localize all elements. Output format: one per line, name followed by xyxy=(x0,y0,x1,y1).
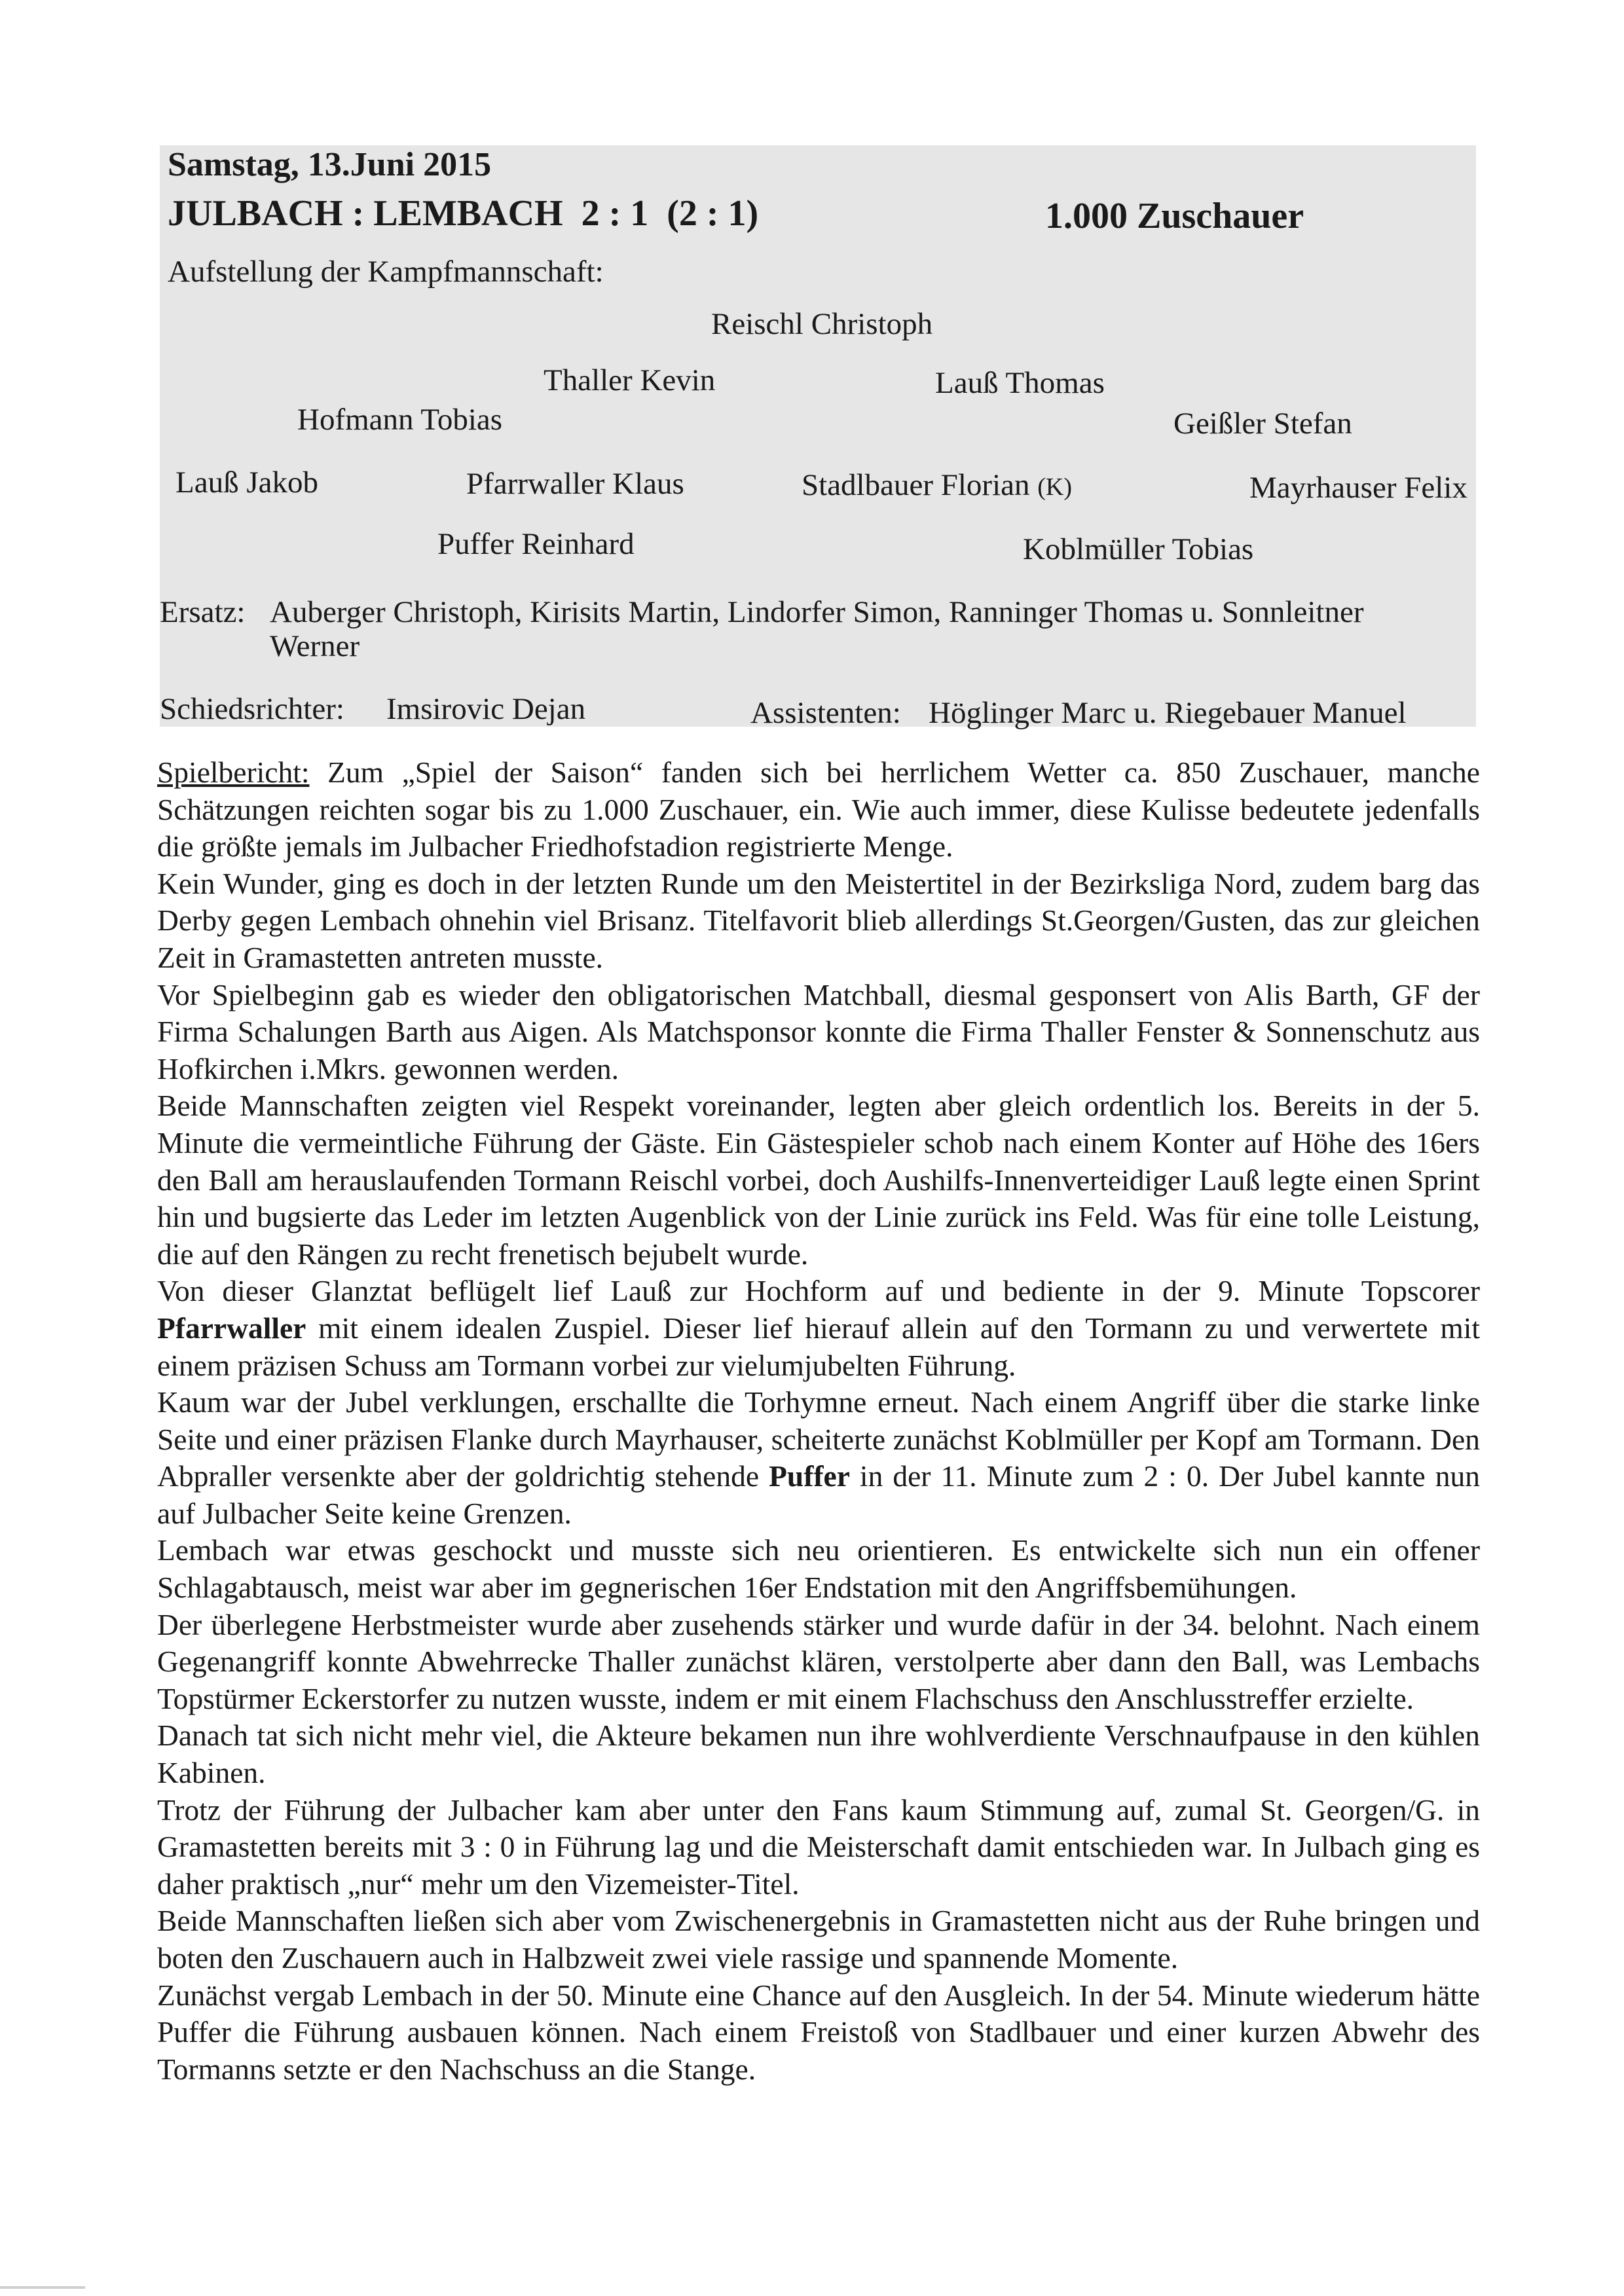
report-paragraph-4: Beide Mannschaften zeigten viel Respekt voreinander, legten aber gleich ordentlich los. Bereits in der 5. Minute die vermeintliche Führung der Gäste. Ein Gästespieler schob nach einem Konter auf Höhe des 16ers den Ball am herauslaufenden Tormann Reischl vorbei, doch Aushilfs-Innenverteidiger Lauß legte einen Sprint hin und bugsierte das Leder im letzten Augenblick von der Linie zurück ins Feld. Was für eine tolle Leistung, die auf den Rängen zu recht frenetisch bejubelt wurde. xyxy=(157,1089,1480,1271)
report-paragraph-12: Zunächst vergab Lembach in der 50. Minute eine Chance auf den Ausgleich. In der 54. Minute wiederum hätte Puffer die Führung ausbauen können. Nach einem Freistoß von Stadlbauer und einer kurzen Abwehr des Tormanns setzte er den Nachschuss an die Stange. xyxy=(157,1978,1480,2086)
report-paragraph-8: Der überlegene Herbstmeister wurde aber zusehends stärker und wurde dafür in der 34. belohnt. Nach einem Gegenangriff konnte Abwehrrecke Thaller zunächst klären, verstolperte aber dann den Ball, was Lembachs Topstürmer Eckerstorfer zu nutzen wusste, indem er mit einem Flachschuss den Anschlusstreffer erzielte. xyxy=(157,1607,1480,1715)
report-paragraph-11: Beide Mannschaften ließen sich aber vom Zwischenergebnis in Gramastetten nicht aus der Ruhe bringen und boten den Zuschauern auch in Halbzweit zwei viele rassige und spannende Momente. xyxy=(157,1904,1480,1975)
player-fwd-right: Koblmüller Tobias xyxy=(1023,532,1254,566)
report-paragraph-6 xyxy=(157,1384,1480,1532)
player-def-center-right: Lauß Thomas xyxy=(935,366,1105,400)
match-report xyxy=(157,754,1480,2088)
captain-mark: (K) xyxy=(1037,473,1073,501)
spectator-count: 1.000 Zuschauer xyxy=(1045,196,1304,236)
match-date: Samstag, 13.Juni 2015 xyxy=(168,146,492,183)
subs-label: Ersatz: xyxy=(160,595,246,629)
subs-line-2: Werner xyxy=(270,629,360,663)
report-text-6a: Kaum war der Jubel verklungen, erschallte die Torhymne erneut. Nach einem Angriff über die starke linke Seite und einer präzisen Flanke durch Mayrhauser, scheiterte zunächst Koblmüller per Kopf am Tormann. Den Abpraller versenkte aber der goldrichtig stehende xyxy=(157,1385,1480,1493)
report-paragraph-1 xyxy=(157,754,1480,866)
report-heading: Spielbericht: xyxy=(157,756,310,789)
report-text-6c: in der 11. Minute zum 2 : 0. Der Jubel kannte nun auf Julbacher Seite keine Grenzen. xyxy=(157,1459,1480,1530)
player-def-right: Geißler Stefan xyxy=(1173,407,1352,441)
lineup-label: Aufstellung der Kampfmannschaft: xyxy=(168,255,604,289)
player-mid-3-name: Stadlbauer Florian xyxy=(802,468,1030,502)
report-paragraph-2: Kein Wunder, ging es doch in der letzten Runde um den Meistertitel in der Bezirksliga Nord, zudem barg das Derby gegen Lembach ohnehin viel Brisanz. Titelfavorit blieb allerdings St.Georgen/Gusten, das zur gleichen Zeit in Gramastetten antreten musste. xyxy=(157,866,1480,974)
report-paragraph-9: Danach tat sich nicht mehr viel, die Akteure bekamen nun ihre wohlverdiente Verschnaufpause in den kühlen Kabinen. xyxy=(157,1719,1480,1790)
player-mid-1: Lauß Jakob xyxy=(175,465,318,500)
assistants-label: Assistenten: xyxy=(750,696,901,730)
player-goalkeeper: Reischl Christoph xyxy=(711,307,933,341)
report-paragraph-10: Trotz der Führung der Julbacher kam aber unter den Fans kaum Stimmung auf, zumal St. Georgen/G. in Gramastetten bereits mit 3 : 0 in Führung lag und die Meisterschaft damit entschieden war. In Julbach ging es daher praktisch „nur“ mehr um den Vizemeister-Titel. xyxy=(157,1793,1480,1901)
report-paragraph-7: Lembach war etwas geschockt und musste sich neu orientieren. Es entwickelte sich nun ein offener Schlagabtausch, meist war aber im gegnerischen 16er Endstation mit den Angriffsbemühungen. xyxy=(157,1533,1480,1605)
player-mid-2: Pfarrwaller Klaus xyxy=(466,467,684,501)
player-fwd-left: Puffer Reinhard xyxy=(437,527,635,561)
scan-edge-mark xyxy=(0,2286,85,2289)
scorer-puffer: Puffer xyxy=(769,1459,850,1493)
referee-name: Imsirovic Dejan xyxy=(386,692,586,726)
report-paragraph-5 xyxy=(157,1273,1480,1384)
player-mid-4: Mayrhauser Felix xyxy=(1249,471,1467,505)
player-mid-3 xyxy=(802,470,1072,501)
match-result: JULBACH : LEMBACH 2 : 1 (2 : 1) xyxy=(168,193,759,234)
report-paragraph-3: Vor Spielbeginn gab es wieder den obligatorischen Matchball, diesmal gesponsert von Alis Barth, GF der Firma Schalungen Barth aus Aigen. Als Matchsponsor konnte die Firma Thaller Fenster & Sonnenschutz aus Hofkirchen i.Mkrs. gewonnen werden. xyxy=(157,977,1480,1085)
player-def-center-left: Thaller Kevin xyxy=(544,363,716,397)
report-text-5a: Von dieser Glanztat beflügelt lief Lauß zur Hochform auf und bediente in der 9. Minute Topscorer xyxy=(157,1274,1480,1308)
referee-label: Schiedsrichter: xyxy=(160,692,344,726)
subs-line-1: Auberger Christoph, Kirisits Martin, Lindorfer Simon, Ranninger Thomas u. Sonnleitner xyxy=(270,595,1364,629)
player-def-left: Hofmann Tobias xyxy=(297,403,503,437)
assistants-names: Höglinger Marc u. Riegebauer Manuel xyxy=(929,696,1407,730)
scorer-pfarrwaller: Pfarrwaller xyxy=(157,1311,306,1345)
report-text-5c: mit einem idealen Zuspiel. Dieser lief hierauf allein auf den Tormann zu und verwertete mit einem präzisen Schuss am Tormann vorbei zur vielumjubelten Führung. xyxy=(157,1311,1481,1382)
report-text-1: Zum „Spiel der Saison“ fanden sich bei herrlichem Wetter ca. 850 Zuschauer, manche Schätzungen reichten sogar bis zu 1.000 Zuschauer, ein. Wie auch immer, diese Kulisse bedeutete jedenfalls die größte jemals im Julbacher Friedhofstadion registrierte Menge. xyxy=(157,756,1481,864)
